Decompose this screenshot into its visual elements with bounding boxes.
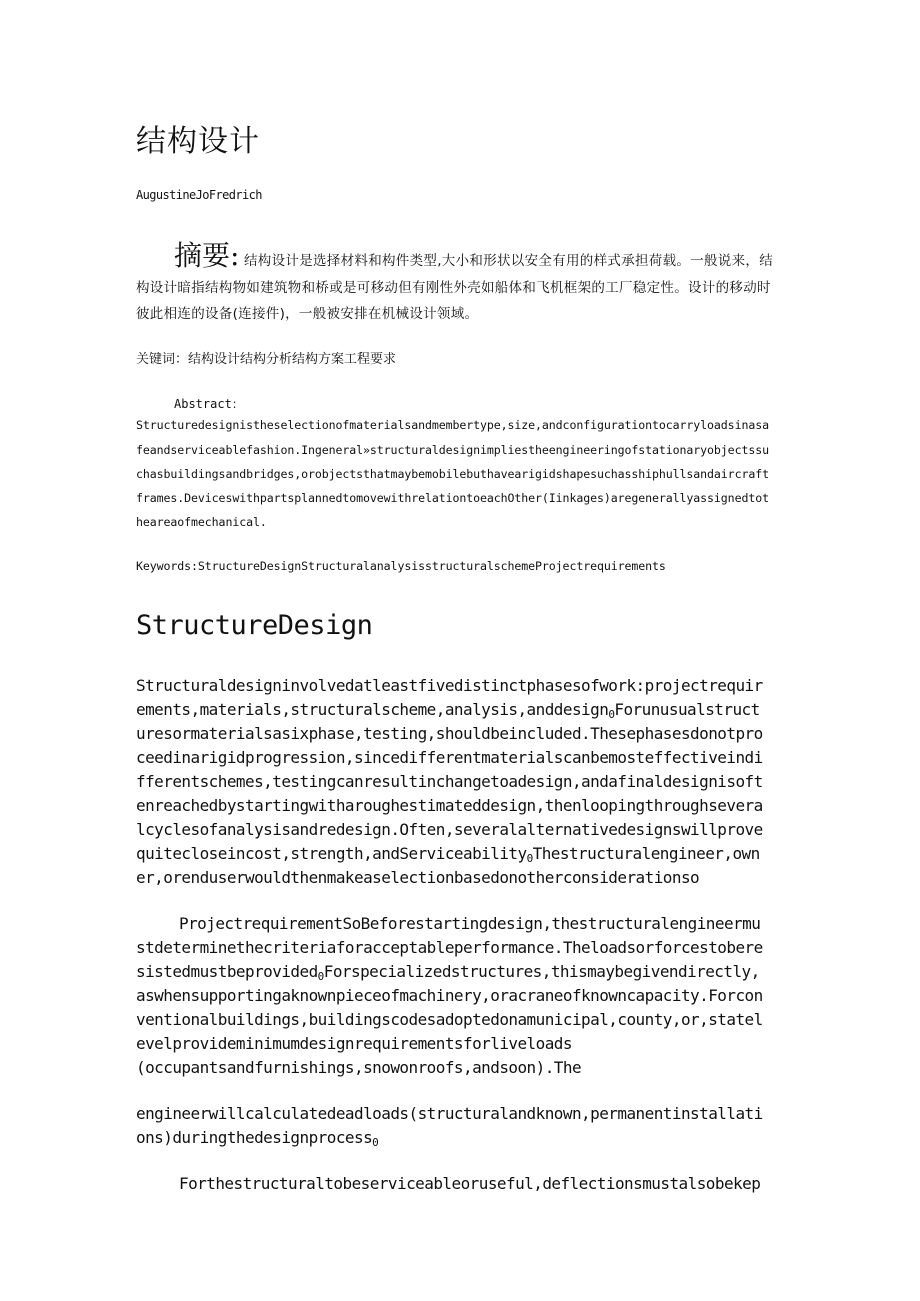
section-heading: StructureDesign — [136, 610, 373, 641]
keywords-en: Keywords:StructureDesignStructuralanalysisstructuralschemeProjectrequirements — [136, 559, 666, 573]
abstract-en-line: chasbuildingsandbridges,orobjectsthatmaybemobilebuthavearigidshapesuchasshiphullsandaircraft — [136, 467, 769, 481]
body-line: Forthestructuraltobeserviceableoruseful,deflectionsmustalsobekep — [179, 1174, 761, 1193]
body-text: ements,materials,structuralscheme,analysis,anddesign — [136, 700, 609, 719]
body-line: evelprovideminimumdesignrequirementsforliveloads — [136, 1034, 572, 1053]
body-line: uresormaterialsasixphase,testing,shouldbeincluded.Thesephasesdonotpro — [136, 724, 763, 743]
body-text: quitecloseincost,strength,andServiceability — [136, 844, 527, 863]
abstract-en-line: feandserviceablefashion.Ingeneral»structuraldesignimpliestheengineeringofstationaryobjectssu — [136, 443, 769, 457]
body-line — [136, 962, 760, 983]
body-text: ons)duringthedesignprocess — [136, 1128, 373, 1147]
body-line: Structuraldesigninvolvedatleastfivedistinctphasesofwork:projectrequir — [136, 676, 763, 695]
body-line: aswhensupportingaknownpieceofmachinery,oracraneofknowncapacity.Forcon — [136, 986, 763, 1005]
body-text: Thestructuralengineer,own — [532, 844, 760, 863]
body-line: (occupantsandfurnishings,snowonroofs,andsoon).The — [136, 1058, 582, 1077]
abstract-en-line: heareaofmechanical. — [136, 515, 267, 529]
abstract-cn-line: 结构设计是选择材料和构件类型,大小和形状以安全有用的样式承担荷载。一般说来，结 — [244, 253, 773, 269]
keywords-cn: 关键词：结构设计结构分析结构方案工程要求 — [136, 352, 397, 367]
body-line: fferentschemes,testingcanresultinchangetoadesign,andafinaldesignisoft — [136, 772, 763, 791]
body-text: Forunusualstruct — [614, 700, 760, 719]
subscript-o: 0 — [526, 852, 533, 865]
subscript-o: 0 — [317, 970, 324, 983]
subscript-o: 0 — [372, 1136, 379, 1149]
body-line: ceedinarigidprogression,sincedifferentmaterialscanbemosteffectiveindi — [136, 748, 763, 767]
body-text: sistedmustbeprovided — [136, 962, 318, 981]
author-name: AugustineJoFredrich — [136, 188, 262, 202]
body-line: lcyclesofanalysisandredesign.Often,severalalternativedesignswillprove — [136, 820, 763, 839]
abstract-en-label: Abstract： — [174, 397, 244, 411]
body-line: ProjectrequirementSoBeforestartingdesign,thestructuralengineermu — [179, 914, 761, 933]
abstract-cn-line: 构设计暗指结构物如建筑物和桥或是可移动但有刚性外壳如船体和飞机框架的工厂稳定性。设计的移动时 — [136, 280, 771, 296]
document-title: 结构设计 — [136, 124, 260, 159]
abstract-en-line: frames.DeviceswithpartsplannedtomovewithrelationtoeachOther(Iinkages)aregenerallyassignedtot — [136, 491, 769, 505]
body-line: stdeterminethecriteriaforacceptableperformance.Theloadsorforcestobere — [136, 938, 763, 957]
body-line — [136, 700, 760, 721]
abstract-en-line: Structuredesignistheselectionofmaterialsandmembertype,size,andconfigurationtocarryloadsinasa — [136, 418, 769, 432]
abstract-cn-line: 彼此相连的设备(连接件)，一般被安排在机械设计领域。 — [136, 306, 479, 322]
body-line: enreachedbystartingwitharoughestimateddesign,thenloopingthroughsevera — [136, 796, 763, 815]
body-line — [136, 844, 760, 865]
subscript-o: 0 — [608, 708, 615, 721]
body-line: er,orenduserwouldthenmakeaselectionbasedonotherconsiderationso — [136, 868, 700, 887]
body-line: ventionalbuildings,buildingscodesadoptedonamunicipal,county,or,statel — [136, 1010, 763, 1029]
abstract-cn-label: 摘要: — [174, 239, 240, 272]
body-line: engineerwillcalculatedeadloads(structuralandknown,permanentinstallati — [136, 1104, 763, 1123]
body-text: Forspecializedstructures,thismaybegivendirectly, — [323, 962, 760, 981]
body-line — [136, 1128, 378, 1149]
